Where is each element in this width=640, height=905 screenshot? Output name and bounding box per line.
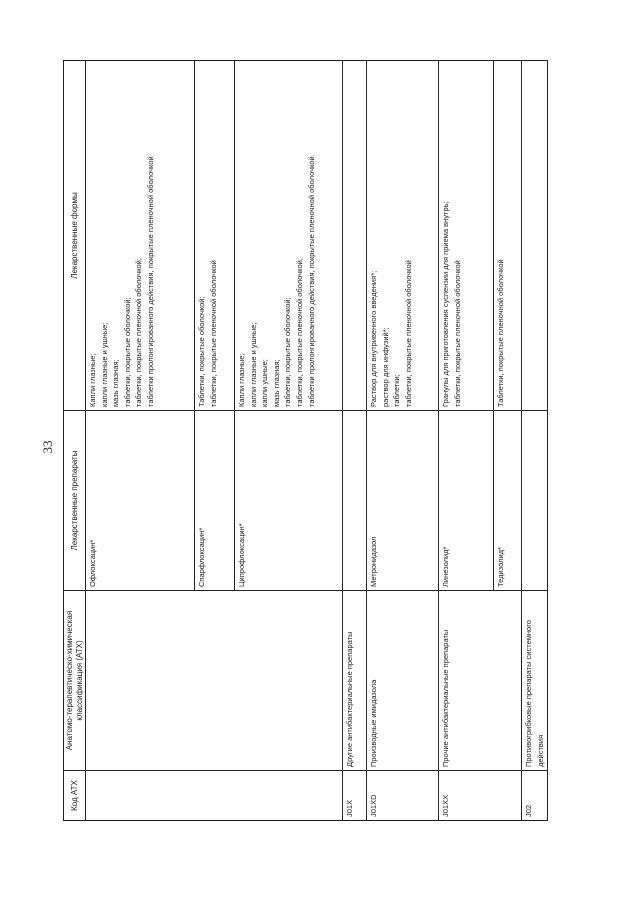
code-cell: J02 [522, 771, 548, 821]
forms-cell [195, 61, 235, 411]
form-line: таблетки пролонгированного действия, покрытые пленочной оболочкой [145, 156, 155, 407]
atc-cell: Другие антибактериальные препараты [343, 591, 367, 771]
form-line: мазь глазная; [111, 359, 121, 407]
atc-cell: Производные имидазола [367, 591, 439, 771]
form-line: Капли глазные; [237, 353, 246, 407]
drug-cell: Линезолид* [439, 411, 494, 591]
drug-cell: Офлоксацин* [86, 411, 195, 591]
form-line: таблетки, покрытые пленочной оболочкой; [134, 258, 144, 407]
form-line: Капли глазные; [88, 353, 97, 407]
forms-cell [86, 61, 195, 411]
form-line: раствор для инфузий*; [380, 327, 390, 407]
drug-cell: Метронидазол [367, 411, 439, 591]
drug-cell: Ципрофлоксацин* [235, 411, 343, 591]
forms-cell [494, 61, 522, 411]
code-cell: J01XD [367, 771, 439, 821]
form-line: Гранулы для приготовления суспензии для приема внутрь; [441, 201, 450, 407]
drug-cell: Спарфлоксацин* [195, 411, 235, 591]
code-cell: J01X [343, 771, 367, 821]
rotated-page [63, 61, 563, 821]
forms-cell [439, 61, 494, 411]
form-line: Раствор для внутривенного введения*; [369, 270, 378, 407]
form-line: таблетки, покрытые оболочкой; [283, 297, 293, 407]
form-line: таблетки, покрытые пленочной оболочкой; [294, 258, 304, 407]
forms-cell [235, 61, 343, 411]
form-line: таблетки пролонгированного действия, покрытые пленочной оболочкой [306, 156, 316, 407]
table-row [522, 61, 548, 821]
forms-cell [367, 61, 439, 411]
table-row [439, 61, 494, 821]
header-drugs: Лекарственные препараты [64, 411, 86, 591]
header-atc: Анатомо-терапевтическо-химическая классификация (АТХ) [64, 591, 86, 771]
form-line: таблетки; [392, 374, 402, 407]
form-line: капли глазные и ушные; [248, 322, 258, 407]
form-line: Таблетки, покрытые пленочной оболочкой [496, 259, 505, 407]
form-line: капли ушные; [260, 359, 270, 407]
header-forms: Лекарственные формы [64, 61, 86, 411]
form-line: мазь глазная; [271, 359, 281, 407]
form-line: таблетки, покрытые пленочной оболочкой [452, 260, 462, 407]
code-cell: J01XX [439, 771, 522, 821]
drug-table [63, 60, 548, 821]
form-line: капли глазные и ушные; [99, 322, 109, 407]
table-row [343, 61, 367, 821]
page-number: 33 [40, 440, 55, 454]
table-row [367, 61, 439, 821]
form-line: таблетки, покрытые оболочкой; [122, 297, 132, 407]
table-header-row [64, 61, 86, 821]
form-line: таблетки, покрытые пленочной оболочкой [208, 260, 218, 407]
header-code: Код АТХ [64, 771, 86, 821]
atc-cell: Прочие антибактериальные препараты [439, 591, 522, 771]
form-line: Таблетки, покрытые оболочкой; [197, 296, 206, 407]
drug-cell: Тедизолид* [494, 411, 522, 591]
atc-cell: Противогрибковые препараты системного действия [522, 591, 548, 771]
form-line: таблетки, покрытые пленочной оболочкой [403, 260, 413, 407]
table-row [86, 61, 195, 821]
